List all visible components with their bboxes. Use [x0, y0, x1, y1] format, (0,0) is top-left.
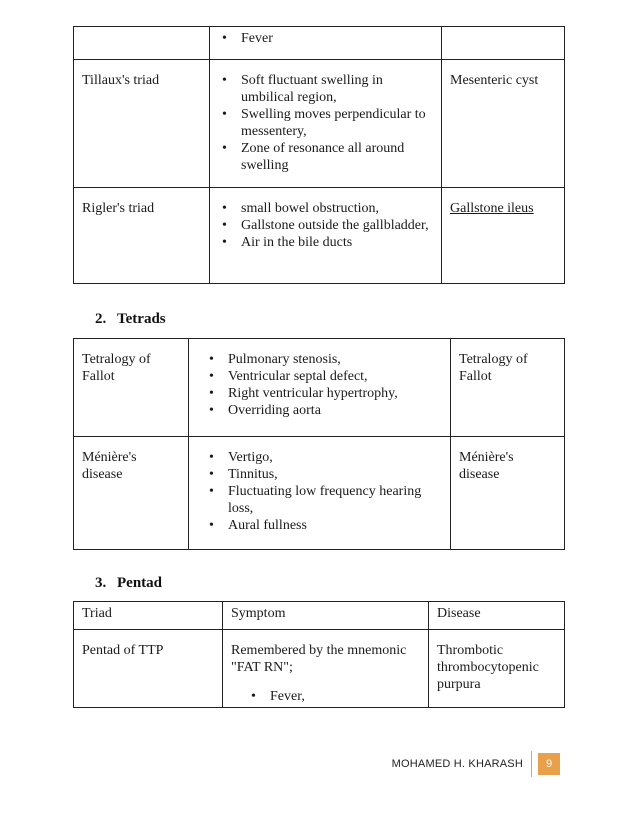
tetrad-name-cell — [74, 437, 189, 550]
table-row — [74, 27, 565, 60]
triad-name — [74, 27, 209, 30]
symptom-list — [210, 27, 441, 47]
pentad-disease-cell — [429, 630, 565, 708]
symptom-list — [223, 676, 428, 705]
section-title: Pentad — [117, 575, 162, 591]
triad-name-cell — [74, 60, 210, 188]
list-item: • Fever — [218, 30, 433, 47]
column-header: Triad — [74, 602, 223, 630]
section-number: 3. — [95, 575, 107, 591]
list-item: • Air in the bile ducts — [218, 234, 433, 251]
triad-disease-cell — [442, 60, 565, 188]
symptom-list — [189, 339, 450, 419]
disease-name: Tetralogy of Fallot — [459, 352, 528, 384]
list-item: • Vertigo, — [205, 449, 442, 466]
column-header: Symptom — [223, 602, 429, 630]
triad-name: Tillaux's triad — [82, 73, 160, 88]
triad-name: Rigler's triad — [82, 201, 155, 216]
triad-name-cell — [74, 27, 210, 60]
tetrads-table — [73, 338, 565, 550]
list-item: • small bowel obstruction, — [218, 200, 433, 217]
table-row — [74, 437, 565, 550]
table-header-row — [74, 602, 565, 630]
list-item: • Gallstone outside the gallbladder, — [218, 217, 433, 234]
triad-name-cell — [74, 188, 210, 284]
tetrad-symptoms-cell — [189, 339, 451, 437]
triad-symptoms-cell — [210, 60, 442, 188]
list-item: • Soft fluctuant swelling in umbilical region, — [218, 72, 433, 106]
pentad-name-cell — [74, 630, 223, 708]
table-row — [74, 60, 565, 188]
list-item: • Pulmonary stenosis, — [205, 351, 442, 368]
section-title: Tetrads — [117, 311, 166, 327]
list-item: • Aural fullness — [205, 517, 442, 534]
triads-table — [73, 26, 565, 284]
page-number: 9 — [538, 753, 560, 775]
tetrad-name: Ménière's disease — [82, 450, 137, 482]
disease-name: Ménière's disease — [459, 450, 514, 482]
symptom-list — [210, 60, 441, 174]
disease-name: Thrombotic thrombocytopenic purpura — [437, 643, 539, 692]
list-item: • Fever, — [247, 688, 420, 705]
table-row — [74, 339, 565, 437]
column-header: Disease — [429, 602, 565, 630]
section-number: 2. — [95, 311, 107, 327]
triad-symptoms-cell — [210, 27, 442, 60]
list-item: • Ventricular septal defect, — [205, 368, 442, 385]
triad-symptoms-cell — [210, 188, 442, 284]
tetrad-disease-cell — [451, 437, 565, 550]
list-item: • Swelling moves perpendicular to messentery, — [218, 106, 433, 140]
tetrad-name-cell — [74, 339, 189, 437]
table-row — [74, 630, 565, 708]
triad-disease-cell — [442, 188, 565, 284]
list-item: • Zone of resonance all around swelling — [218, 140, 433, 174]
disease-name — [442, 27, 564, 30]
footer-author: MOHAMED H. KHARASH — [392, 751, 532, 777]
triad-disease-cell — [442, 27, 565, 60]
disease-name: Mesenteric cyst — [450, 73, 539, 88]
symptom-list — [210, 188, 441, 251]
tetrad-symptoms-cell — [189, 437, 451, 550]
list-item: • Overriding aorta — [205, 402, 442, 419]
pentad-name: Pentad of TTP — [82, 643, 164, 658]
tetrad-name: Tetralogy of Fallot — [82, 352, 151, 384]
mnemonic-intro: Remembered by the mnemonic "FAT RN"; — [231, 643, 407, 675]
pentad-symptoms-cell — [223, 630, 429, 708]
table-row — [74, 188, 565, 284]
symptom-list — [189, 437, 450, 534]
list-item: • Tinnitus, — [205, 466, 442, 483]
tetrad-disease-cell — [451, 339, 565, 437]
list-item: • Right ventricular hypertrophy, — [205, 385, 442, 402]
disease-link[interactable]: Gallstone ileus — [450, 201, 534, 216]
section-heading-pentad — [95, 575, 162, 592]
page-footer — [392, 751, 560, 777]
list-item: • Fluctuating low frequency hearing loss, — [205, 483, 442, 517]
section-heading-tetrads — [95, 311, 166, 328]
pentad-table — [73, 601, 565, 708]
